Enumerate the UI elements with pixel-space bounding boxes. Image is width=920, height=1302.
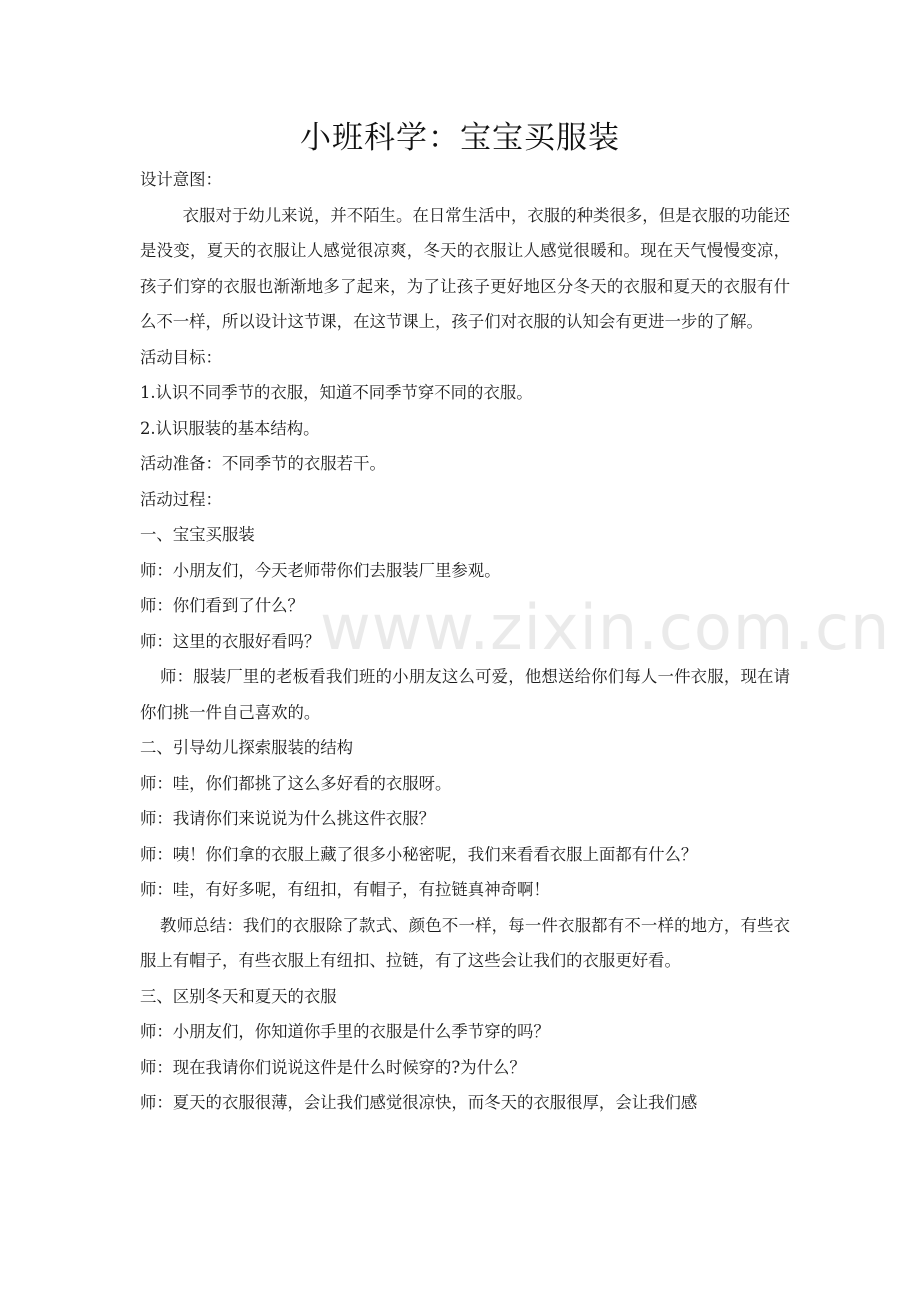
process-heading: 活动过程：	[140, 489, 222, 509]
part1-line-2: 师：你们看到了什么？	[140, 596, 304, 615]
document-body	[140, 162, 790, 1121]
part1-heading: 一、宝宝买服装	[140, 525, 255, 544]
part3-line-2: 师：现在我请你们说说这件是什么时候穿的?为什么？	[140, 1057, 526, 1077]
goal-item-1: 1.认识不同季节的衣服，知道不同季节穿不同的衣服。	[140, 383, 533, 402]
document-title: 小班科学：宝宝买服装	[300, 120, 620, 156]
preparation-line: 活动准备：不同季节的衣服若干。	[140, 454, 386, 473]
design-paragraph: 衣服对于幼儿来说，并不陌生。在日常生活中，衣服的种类很多，但是衣服的功能还是没变，夏天的衣服让人感觉很凉爽，冬天的衣服让人感觉很暖和。现在天气慢慢变凉，孩子们穿的衣服也渐渐地多了起来，为了让孩子更好地区分冬天的衣服和夏天的衣服有什么不一样，所以设计这节课，在这节课上，孩子们对衣服的认知会有更进一步的了解。	[140, 205, 790, 331]
part1-line-3: 师：这里的衣服好看吗？	[140, 631, 321, 651]
part2-line-3: 师：咦！你们拿的衣服上藏了很多小秘密呢，我们来看看衣服上面都有什么？	[140, 844, 698, 864]
goals-heading: 活动目标：	[140, 347, 222, 367]
design-heading: 设计意图：	[140, 170, 222, 189]
part3-line-3: 师：夏天的衣服很薄，会让我们感觉很凉快，而冬天的衣服很厚，会让我们感	[140, 1093, 698, 1112]
goal-item-2: 2.认识服装的基本结构。	[140, 418, 320, 438]
part2-line-2: 师：我请你们来说说为什么挑这件衣服？	[140, 809, 436, 828]
part2-heading: 二、引导幼儿探索服装的结构	[140, 738, 354, 757]
part1-line-4: 师：服装厂里的老板看我们班的小朋友这么可爱，他想送给你们每人一件衣服，现在请你们挑一件自己喜欢的。	[140, 667, 790, 722]
part2-summary: 教师总结：我们的衣服除了款式、颜色不一样，每一件衣服都有不一样的地方，有些衣服上有帽子，有些衣服上有纽扣、拉链，有了这些会让我们的衣服更好看。	[140, 915, 790, 970]
part2-line-4: 师：哇，有好多呢，有纽扣，有帽子，有拉链真神奇啊！	[140, 880, 550, 899]
part1-line-1: 师：小朋友们，今天老师带你们去服装厂里参观。	[140, 560, 501, 580]
part2-line-1: 师：哇，你们都挑了这么多好看的衣服呀。	[140, 773, 452, 793]
part3-line-1: 师：小朋友们，你知道你手里的衣服是什么季节穿的吗？	[140, 1022, 550, 1041]
watermark-text: www.zixin.com.cn	[320, 591, 891, 664]
part3-heading: 三、区别冬天和夏天的衣服	[140, 986, 337, 1006]
